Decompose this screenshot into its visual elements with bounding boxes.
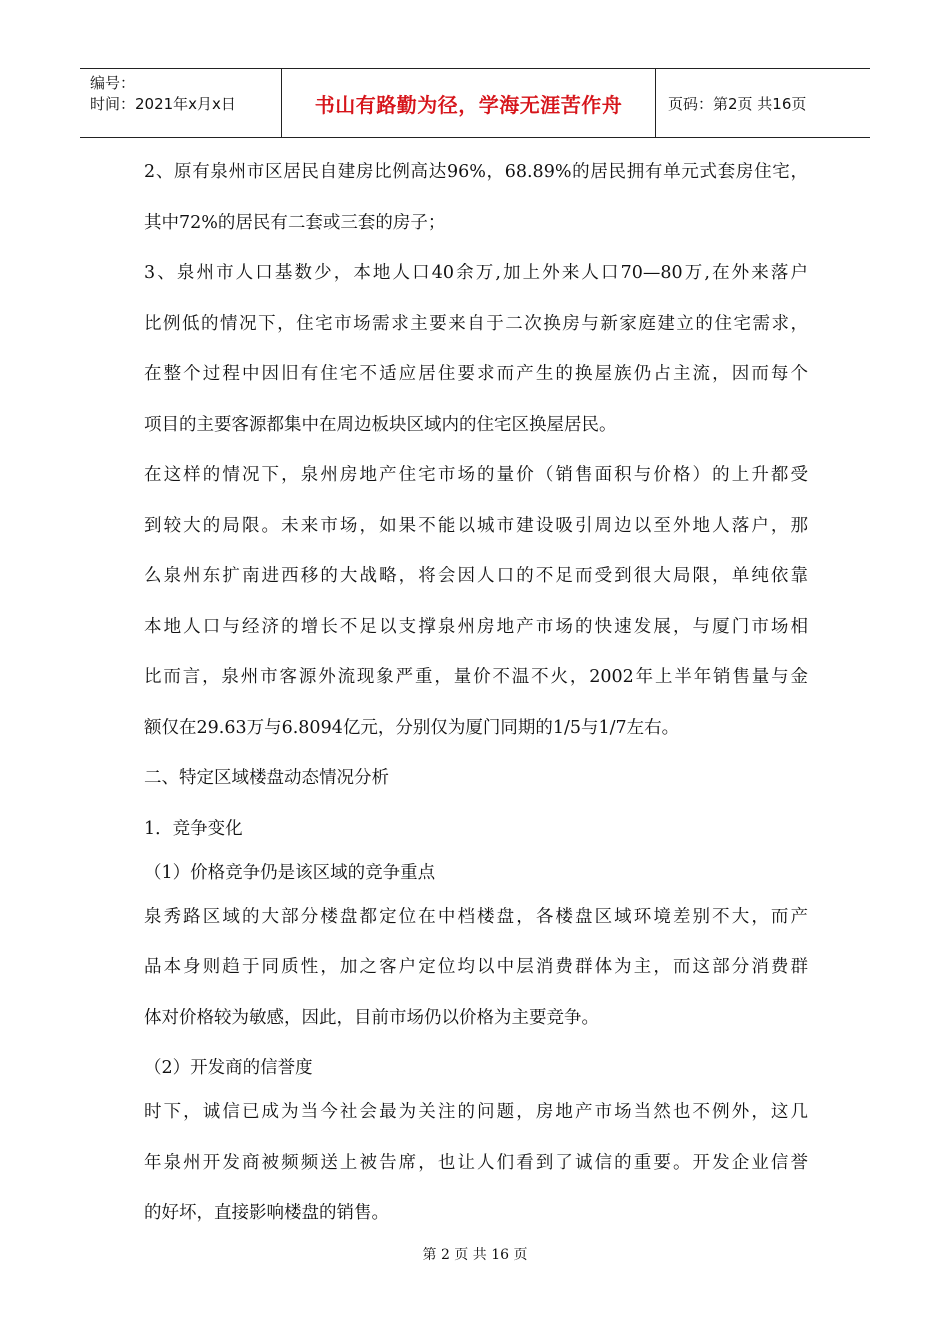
text-line: 年泉州开发商被频频送上被告席，也让人们看到了诚信的重要。开发企业信誉 — [144, 1152, 808, 1173]
text-line: 的好坏，直接影响楼盘的销售。 — [144, 1203, 389, 1223]
text-line: 项目的主要客源都集中在周边板块区域内的住宅区换屋居民。 — [144, 414, 617, 435]
header-page-info: 页码：第2页 共16页 — [668, 94, 807, 113]
subsection-heading: （2）开发商的信誉度 — [144, 1058, 313, 1078]
time-label: 时间：2021年x月x日 — [90, 95, 236, 113]
text-line: 体对价格较为敏感，因此，目前市场仍以价格为主要竞争。 — [144, 1007, 599, 1028]
text-line: 比而言，泉州市客源外流现象严重，量价不温不火，2002年上半年销售量与金 — [144, 667, 808, 687]
header-meta — [80, 69, 282, 137]
text-line: 额仅在29.63万与6.8094亿元，分别仅为厦门同期的1/5与1/7左右。 — [144, 717, 680, 738]
text-line: 在这样的情况下，泉州房地产住宅市场的量价（销售面积与价格）的上升都受 — [144, 465, 808, 485]
text-line: 泉秀路区域的大部分楼盘都定位在中档楼盘，各楼盘区域环境差别不大，而产 — [144, 906, 808, 927]
text-line: 时下，诚信已成为当今社会最为关注的问题，房地产市场当然也不例外，这几 — [144, 1102, 808, 1122]
text-line: 2、原有泉州市区居民自建房比例高达96%，68.89%的居民拥有单元式套房住宅， — [144, 162, 808, 182]
text-line: 比例低的情况下，住宅市场需求主要来自于二次换房与新家庭建立的住宅需求， — [144, 313, 808, 334]
page-header — [80, 68, 870, 138]
section-heading: 二、特定区域楼盘动态情况分析 — [144, 768, 389, 788]
text-line: 本地人口与经济的增长不足以支撑泉州房地产市场的快速发展，与厦门市场相 — [144, 616, 808, 637]
text-line: 品本身则趋于同质性，加之客户定位均以中层消费群体为主，而这部分消费群 — [144, 957, 808, 977]
text-line: 在整个过程中因旧有住宅不适应居住要求而产生的换屋族仍占主流，因而每个 — [144, 364, 808, 384]
subsection-heading: （1）价格竞争仍是该区域的竞争重点 — [144, 862, 436, 883]
code-label: 编号： — [90, 74, 136, 92]
document-body — [144, 154, 808, 1246]
header-motto: 书山有路勤为径，学海无涯苦作舟 — [282, 69, 656, 137]
subsection-heading: 1．竞争变化 — [144, 818, 243, 839]
text-line: 其中72%的居民有二套或三套的房子； — [144, 212, 446, 233]
text-line: 么泉州东扩南进西移的大战略，将会因人口的不足而受到很大局限，单纯依靠 — [144, 566, 808, 586]
text-line: 3、泉州市人口基数少，本地人口40余万,加上外来人口70—80万,在外来落户 — [144, 263, 808, 283]
text-line: 到较大的局限。未来市场，如果不能以城市建设吸引周边以至外地人落户，那 — [144, 515, 808, 536]
page-footer: 第 2 页 共 16 页 — [422, 1247, 528, 1263]
